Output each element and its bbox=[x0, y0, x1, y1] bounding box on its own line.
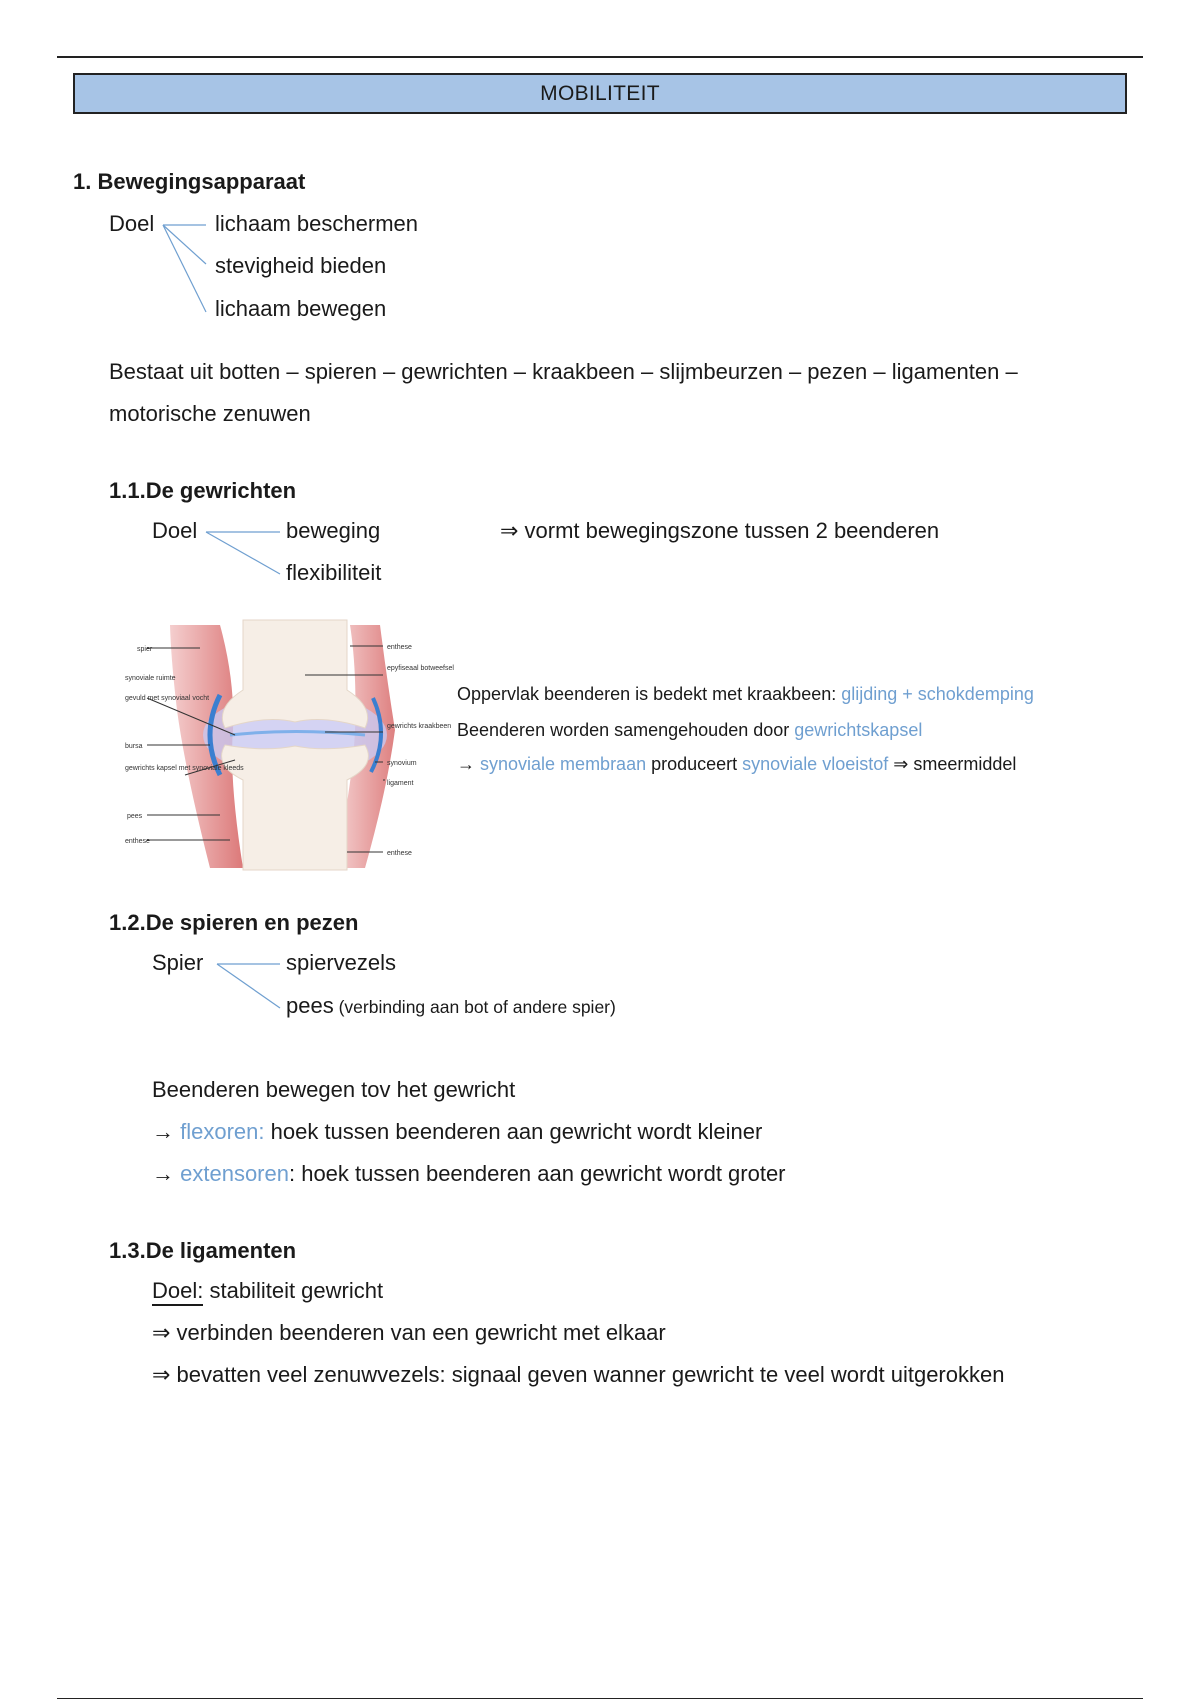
extensoren-text: : hoek tussen beenderen aan gewricht wordt groter bbox=[288, 1161, 786, 1186]
joint-line-3-highlight-1: synoviale membraan bbox=[480, 754, 647, 774]
label-synovium: synovium bbox=[387, 760, 417, 767]
label-enthese-l: enthese bbox=[125, 838, 150, 845]
section-1-1-doel-label: Doel bbox=[152, 518, 198, 543]
page-title: MOBILITEIT bbox=[73, 73, 1127, 114]
section-1-doel-item-1: lichaam beschermen bbox=[215, 211, 418, 236]
joint-line-1-text: Oppervlak beenderen is bedekt met kraakbeen: bbox=[457, 684, 842, 704]
joint-line-3-mid: produceert bbox=[646, 754, 743, 774]
section-1-1-note: ⇒ vormt bewegingszone tussen 2 beenderen bbox=[500, 518, 940, 543]
joint-line-3-end: ⇒ smeermiddel bbox=[888, 754, 1017, 774]
joint-line-3-highlight-2: synoviale vloeistof bbox=[742, 754, 889, 774]
flexoren-text: hoek tussen beenderen aan gewricht wordt kleiner bbox=[264, 1119, 763, 1144]
bottom-rule bbox=[57, 1698, 1143, 1699]
section-1-2-item-2-small: (verbinding aan bot of andere spier) bbox=[333, 997, 616, 1017]
label-gevuld: gevuld met synoviaal vocht bbox=[125, 695, 210, 702]
label-kraakbeen: gewrichts kraakbeen bbox=[387, 723, 452, 730]
section-1-bestaat-line-2: motorische zenuwen bbox=[109, 401, 311, 426]
joint-line-2-highlight: gewrichtskapsel bbox=[794, 720, 923, 740]
section-1-1-heading: 1.1.De gewrichten bbox=[109, 478, 297, 503]
section-1-doel-item-2: stevigheid bieden bbox=[215, 253, 387, 278]
flexoren-term: flexoren: bbox=[180, 1119, 265, 1144]
extensoren-term: extensoren bbox=[180, 1161, 289, 1186]
joint-line-3-arrow: → bbox=[457, 754, 481, 774]
label-kapsel: gewrichts kapsel met synoviale kleeds bbox=[125, 765, 244, 772]
section-1-2-spier-label: Spier bbox=[152, 950, 204, 975]
section-1-3-heading: 1.3.De ligamenten bbox=[109, 1238, 297, 1263]
section-1-2-item-1: spiervezels bbox=[286, 950, 397, 975]
label-synoviale: synoviale ruimte bbox=[125, 675, 176, 682]
label-enthese-br: enthese bbox=[387, 850, 412, 857]
joint-line-1-highlight: glijding + schokdemping bbox=[841, 684, 1034, 704]
connector-1-c bbox=[163, 225, 206, 312]
extensoren-arrow: → bbox=[152, 1161, 181, 1186]
label-enthese-tr: enthese bbox=[387, 644, 412, 651]
section-1-2-bewegen: Beenderen bewegen tov het gewricht bbox=[152, 1077, 516, 1102]
connector-12-b bbox=[217, 964, 280, 1008]
section-1-1-doel-item-1: beweging bbox=[286, 518, 381, 543]
flexoren-arrow: → bbox=[152, 1119, 181, 1144]
section-1-1-doel-item-2: flexibiliteit bbox=[286, 560, 382, 585]
section-1-2-heading: 1.2.De spieren en pezen bbox=[109, 910, 359, 935]
section-1-bestaat-line-1: Bestaat uit botten – spieren – gewrichten – kraakbeen – slijmbeurzen – pezen – ligamenten – bbox=[109, 359, 1018, 384]
section-1-3-doel-text: stabiliteit gewricht bbox=[203, 1278, 384, 1303]
section-1-2-item-2-main: pees bbox=[286, 993, 334, 1018]
label-ligament: ligament bbox=[387, 780, 414, 787]
section-1-3-line-2: ⇒ bevatten veel zenuwvezels: signaal geven wanner gewricht te veel wordt uitgerokken bbox=[152, 1362, 1005, 1387]
label-spier: spier bbox=[137, 646, 153, 653]
section-1-doel-item-3: lichaam bewegen bbox=[215, 296, 387, 321]
section-1-3-line-1: ⇒ verbinden beenderen van een gewricht met elkaar bbox=[152, 1320, 666, 1345]
section-1-heading: 1. Bewegingsapparaat bbox=[73, 169, 306, 194]
connector-1-b bbox=[163, 225, 206, 264]
label-pees: pees bbox=[127, 813, 143, 820]
connector-11-b bbox=[206, 532, 280, 574]
section-1-doel-label: Doel bbox=[109, 211, 155, 236]
joint-line-2-text: Beenderen worden samengehouden door bbox=[457, 720, 795, 740]
label-epyfiseaal: epyfiseaal botweefsel bbox=[387, 665, 454, 672]
section-1-3-doel-label: Doel: bbox=[152, 1278, 203, 1306]
label-bursa: bursa bbox=[125, 743, 143, 750]
